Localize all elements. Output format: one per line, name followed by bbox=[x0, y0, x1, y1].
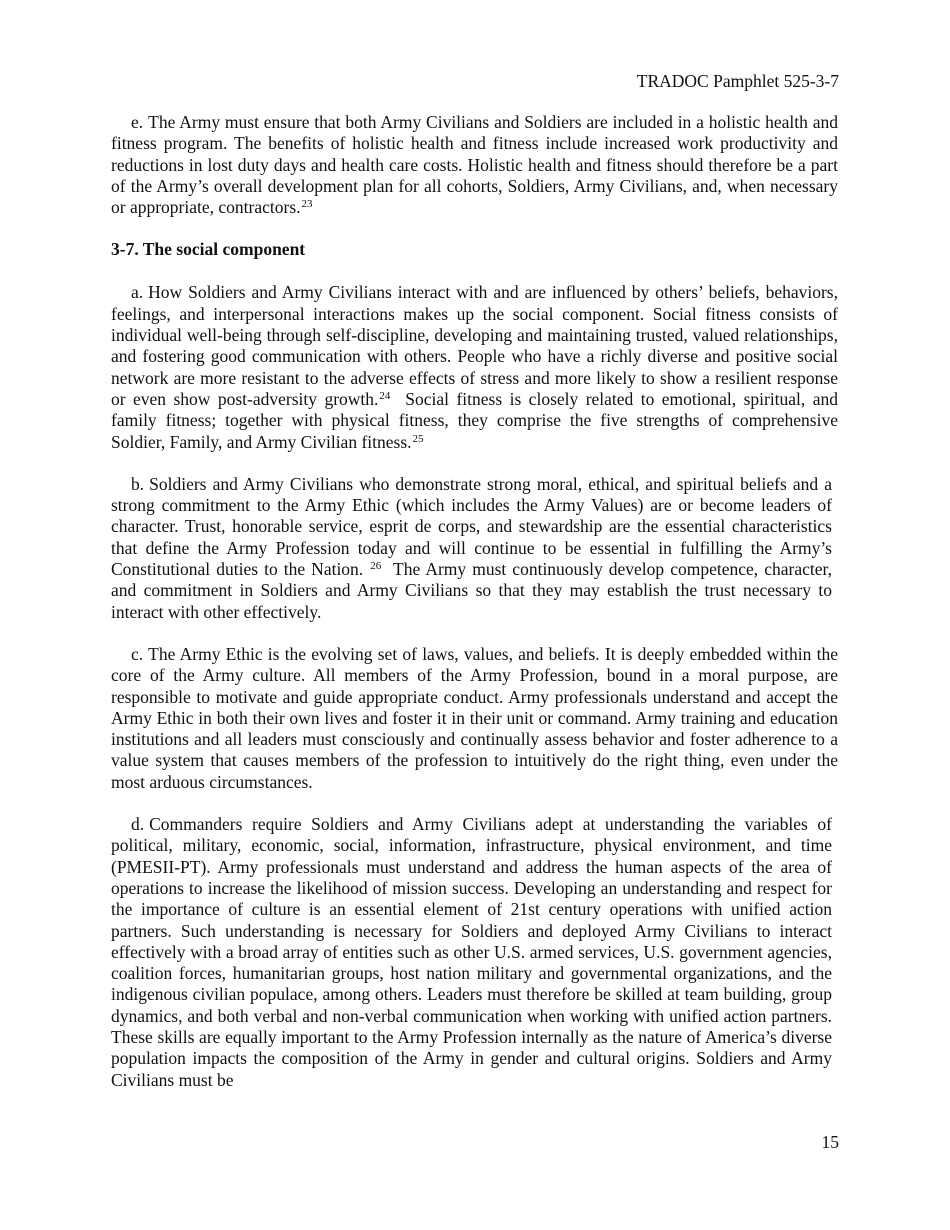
footnote-ref[interactable]: 23 bbox=[301, 198, 313, 211]
footnote-ref[interactable]: 26 bbox=[370, 560, 382, 573]
page-number: 15 bbox=[821, 1132, 839, 1152]
paragraph-label: d. bbox=[131, 814, 145, 835]
paragraph-label: a. bbox=[131, 282, 144, 303]
paragraph-a bbox=[111, 282, 838, 452]
paragraph-text: The Army must ensure that both Army Civilians and Soldiers are included in a holistic health and fitness program. The benefits of holistic health and fitness include increased work productivity and reductions in lost duty days and health care costs. Holistic health and fitness should therefore be a part of the Army’s overall development plan for all cohorts, Soldiers, Army Civilians, and, when necessary or appropriate, contractors. bbox=[111, 112, 838, 218]
paragraph-text: Commanders require Soldiers and Army Civilians adept at understanding the variables of political, military, economic, social, information, infrastructure, physical environment, and time (PMESII-PT). Army professionals must understand and address the human aspects of the area of operations to increase the likelihood of mission success. Developing an understanding and respect for the importance of culture is an essential element of 21st century operations with unified action partners. Such understanding is necessary for Soldiers and deployed Army Civilians to interact effectively with a broad array of entities such as other U.S. armed services, U.S. government agencies, coalition forces, humanitarian groups, host nation military and governmental organizations, and the indigenous civilian populace, among others. Leaders must therefore be skilled at team building, group dynamics, and both verbal and non-verbal communication when working with unified action partners. These skills are equally important to the Army Profession internally as the nature of America’s diverse population impacts the composition of the Army in gender and cultural origins. Soldiers and Army Civilians must be bbox=[111, 814, 832, 1090]
paragraph-b bbox=[111, 474, 832, 623]
running-header: TRADOC Pamphlet 525-3-7 bbox=[636, 71, 839, 91]
paragraph-text: The Army must continuously develop competence, character, and commitment in Soldiers and Army Civilians so that they may establish the trust necessary to interact with other effectively. bbox=[111, 559, 832, 622]
paragraph-d bbox=[111, 814, 832, 1091]
paragraph-label: c. bbox=[131, 643, 144, 664]
footnote-ref[interactable]: 25 bbox=[412, 432, 424, 445]
paragraph-c bbox=[111, 644, 838, 793]
footnote-ref[interactable]: 24 bbox=[379, 389, 391, 402]
section-heading: 3-7. The social component bbox=[111, 239, 306, 260]
paragraph-label: b. bbox=[131, 473, 145, 494]
paragraph-text: How Soldiers and Army Civilians interact with and are influenced by others’ beliefs, behaviors, feelings, and interpersonal interactions makes up the social component. Social fitness consists of individual well-being through self-discipline, developing and maintaining trusted, valued relationships, and fostering good communication with others. People who have a richly diverse and positive social network are more resistant to the adverse effects of stress and more likely to show a resilient response or even show post-adversity growth. bbox=[111, 282, 838, 409]
paragraph-text: Soldiers and Army Civilians who demonstrate strong moral, ethical, and spiritual beliefs and a strong commitment to the Army Ethic (which includes the Army Values) are or become leaders of character. Trust, honorable service, esprit de corps, and stewardship are the essential characteristics that define the Army Profession today and will continue to be essential in fulfilling the Army’s Constitutional duties to the Nation. bbox=[111, 473, 832, 580]
paragraph-e bbox=[111, 112, 838, 218]
document-body bbox=[111, 112, 838, 1112]
paragraph-text: The Army Ethic is the evolving set of laws, values, and beliefs. It is deeply embedded within the core of the Army culture. All members of the Army Profession, bound in a moral purpose, are responsible to motivate and guide appropriate conduct. Army professionals understand and accept the Army Ethic in both their own lives and foster it in their unit or command. Army training and education institutions and all leaders must consciously and continually assess behavior and foster adherence to a value system that causes members of the profession to intuitively do the right thing, even under the most arduous circumstances. bbox=[111, 643, 838, 792]
paragraph-text: Social fitness is closely related to emotional, spiritual, and family fitness; together with physical fitness, they comprise the five strengths of comprehensive Soldier, Family, and Army Civilian fitness. bbox=[111, 388, 838, 452]
paragraph-label: e. bbox=[131, 112, 144, 132]
